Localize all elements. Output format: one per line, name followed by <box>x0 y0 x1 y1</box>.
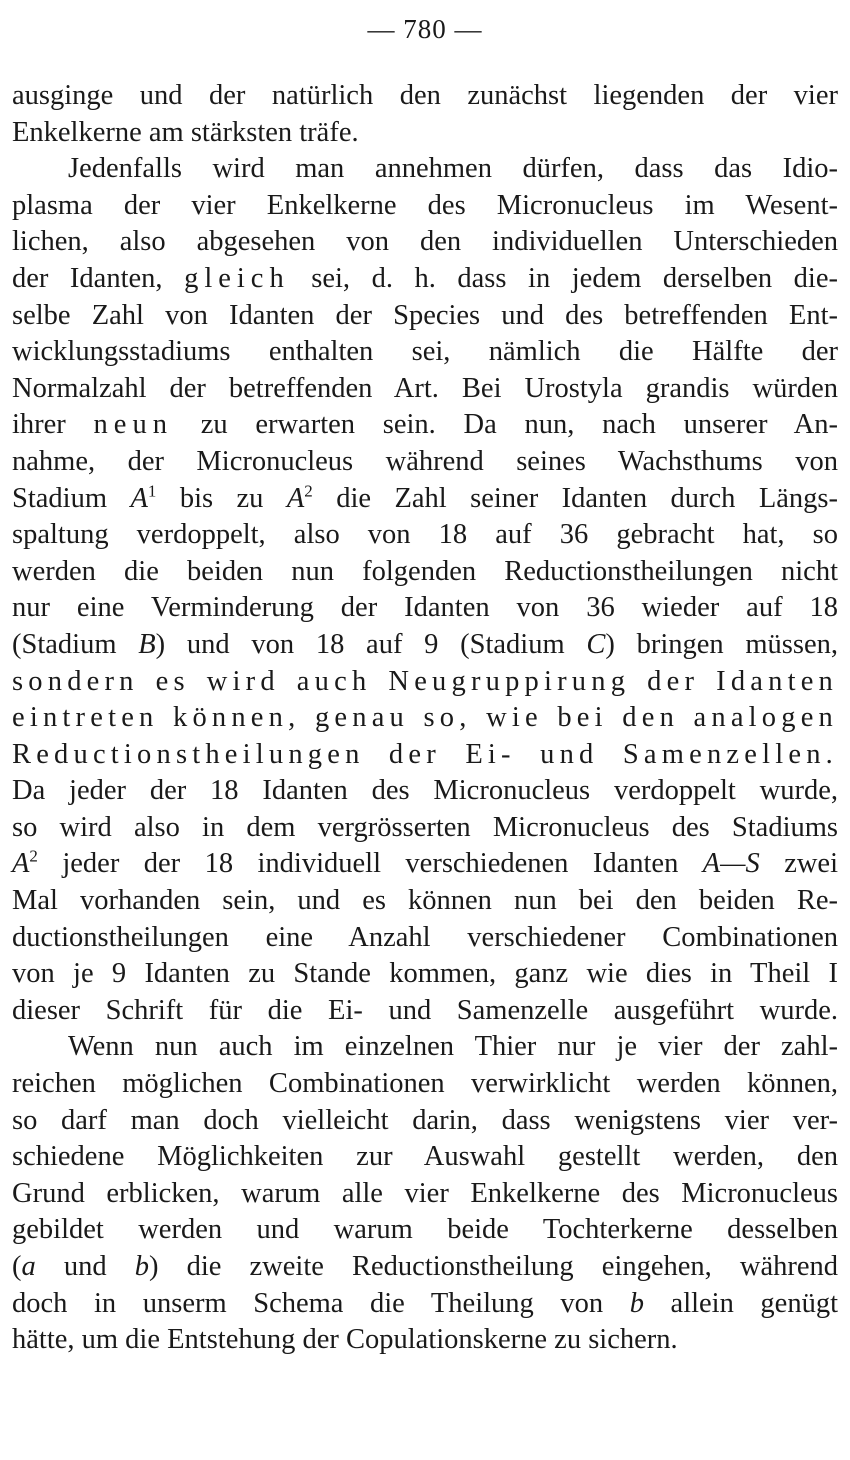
text-run: doch in unserm Schema die Theilung von <box>12 1287 630 1319</box>
text-line <box>12 846 838 883</box>
text-line: Grund erblicken, warum alle vier Enkelkerne des Micronucleus <box>12 1177 838 1209</box>
paragraph-start-line: Jedenfalls wird man annehmen dürfen, dass das Idio- <box>68 153 838 185</box>
text-run: der Idanten, <box>12 262 185 294</box>
text-line <box>12 407 838 444</box>
text-run: die Zahl seiner Idanten durch Längs- <box>312 482 838 514</box>
text-run: und <box>35 1251 135 1282</box>
superscript: 2 <box>304 481 313 501</box>
text-line: Enkelkerne am stärksten träfe. <box>12 116 359 148</box>
paragraph-start-line: Wenn nun auch im einzelnen Thier nur je vier der zahl- <box>68 1031 838 1063</box>
text-line: Da jeder der 18 Idanten des Micronucleus verdoppelt wurde, <box>12 775 838 807</box>
text-line: schiedene Möglichkeiten zur Auswahl gestellt werden, den <box>12 1141 838 1173</box>
italic-symbol: B <box>138 628 156 660</box>
text-line: ductionstheilungen eine Anzahl verschiedener Combinationen <box>12 921 838 953</box>
spaced-emphasis: neun <box>93 409 173 441</box>
text-line <box>12 1286 838 1323</box>
text-run: allein genügt <box>643 1287 839 1319</box>
text-line: so darf man doch vielleicht darin, dass wenigstens vier ver- <box>12 1104 838 1136</box>
page-number: — 780 — <box>367 14 483 44</box>
text-line: hätte, um die Entstehung der Copulationskerne zu sichern. <box>12 1324 678 1356</box>
spaced-emphasis-line: eintreten können, genau so, wie bei den analogen <box>12 702 838 734</box>
text-run: Stadium <box>12 482 131 514</box>
text-run: ) bringen müssen, <box>605 628 838 660</box>
text-line: lichen, also abgesehen von den individuellen Unterschieden <box>12 226 838 258</box>
text-run: ) die zweite Reductionstheilung eingehen, während <box>148 1251 838 1282</box>
text-run: sei, d. h. dass in jedem derselben die- <box>289 262 838 294</box>
text-line: nur eine Verminderung der Idanten von 36 wieder auf 18 <box>12 592 838 624</box>
text-line: reichen möglichen Combinationen verwirklicht werden können, <box>12 1068 838 1100</box>
superscript: 1 <box>147 481 157 501</box>
italic-symbol: A <box>130 482 148 514</box>
spaced-emphasis-line: sondern es wird auch Neugruppirung der Idanten <box>12 665 838 697</box>
text-run: ( <box>12 1251 22 1282</box>
text-line: wicklungsstadiums enthalten sei, nämlich die Hälfte der <box>12 336 838 368</box>
text-line: Mal vorhanden sein, und es können nun bei den beiden Re- <box>12 885 838 917</box>
italic-symbol: C <box>586 628 606 660</box>
spaced-emphasis: gleich <box>184 262 290 294</box>
italic-symbol: A <box>286 482 305 514</box>
superscript: 2 <box>29 846 38 866</box>
text-line: gebildet werden und warum beide Tochterkerne desselben <box>12 1214 838 1246</box>
italic-symbol: A—S <box>702 848 760 880</box>
text-line <box>12 261 838 298</box>
text-run: (Stadium <box>12 628 139 660</box>
text-run: jeder der 18 individuell verschiedenen Idanten <box>37 848 703 880</box>
body-text <box>12 78 838 1359</box>
text-run: ihrer <box>12 409 94 441</box>
text-run: zu erwarten sein. Da nun, nach unserer An- <box>172 409 838 441</box>
text-line: selbe Zahl von Idanten der Species und des betreffenden Ent- <box>12 299 838 331</box>
text-line: spaltung verdoppelt, also von 18 auf 36 gebracht hat, so <box>12 519 838 551</box>
text-run: zwei <box>759 848 838 880</box>
spaced-emphasis-line: Reductionstheilungen der Ei- und Samenzellen. <box>12 738 838 770</box>
text-line: plasma der vier Enkelkerne des Micronucleus im Wesent- <box>12 189 838 221</box>
text-line <box>12 627 838 664</box>
text-run: ) und von 18 auf 9 (Stadium <box>155 628 587 660</box>
italic-symbol: b <box>134 1251 149 1282</box>
text-line: ausginge und der natürlich den zunächst liegenden der vier <box>12 80 838 111</box>
italic-symbol: A <box>12 848 30 880</box>
italic-symbol: b <box>629 1287 644 1319</box>
text-line: nahme, der Micronucleus während seines Wachsthums von <box>12 445 838 477</box>
text-line: werden die beiden nun folgenden Reductionstheilungen nicht <box>12 555 838 587</box>
text-line: so wird also in dem vergrösserten Micronucleus des Stadiums <box>12 811 838 843</box>
text-line <box>12 481 838 518</box>
text-line <box>12 1249 838 1286</box>
text-line: dieser Schrift für die Ei- und Samenzelle ausgeführt wurde. <box>12 994 838 1026</box>
text-line: von je 9 Idanten zu Stande kommen, ganz wie dies in Theil I <box>12 958 838 990</box>
text-line: Normalzahl der betreffenden Art. Bei Urostyla grandis würden <box>12 372 838 404</box>
italic-symbol: a <box>21 1251 36 1282</box>
text-run: bis zu <box>156 482 287 514</box>
